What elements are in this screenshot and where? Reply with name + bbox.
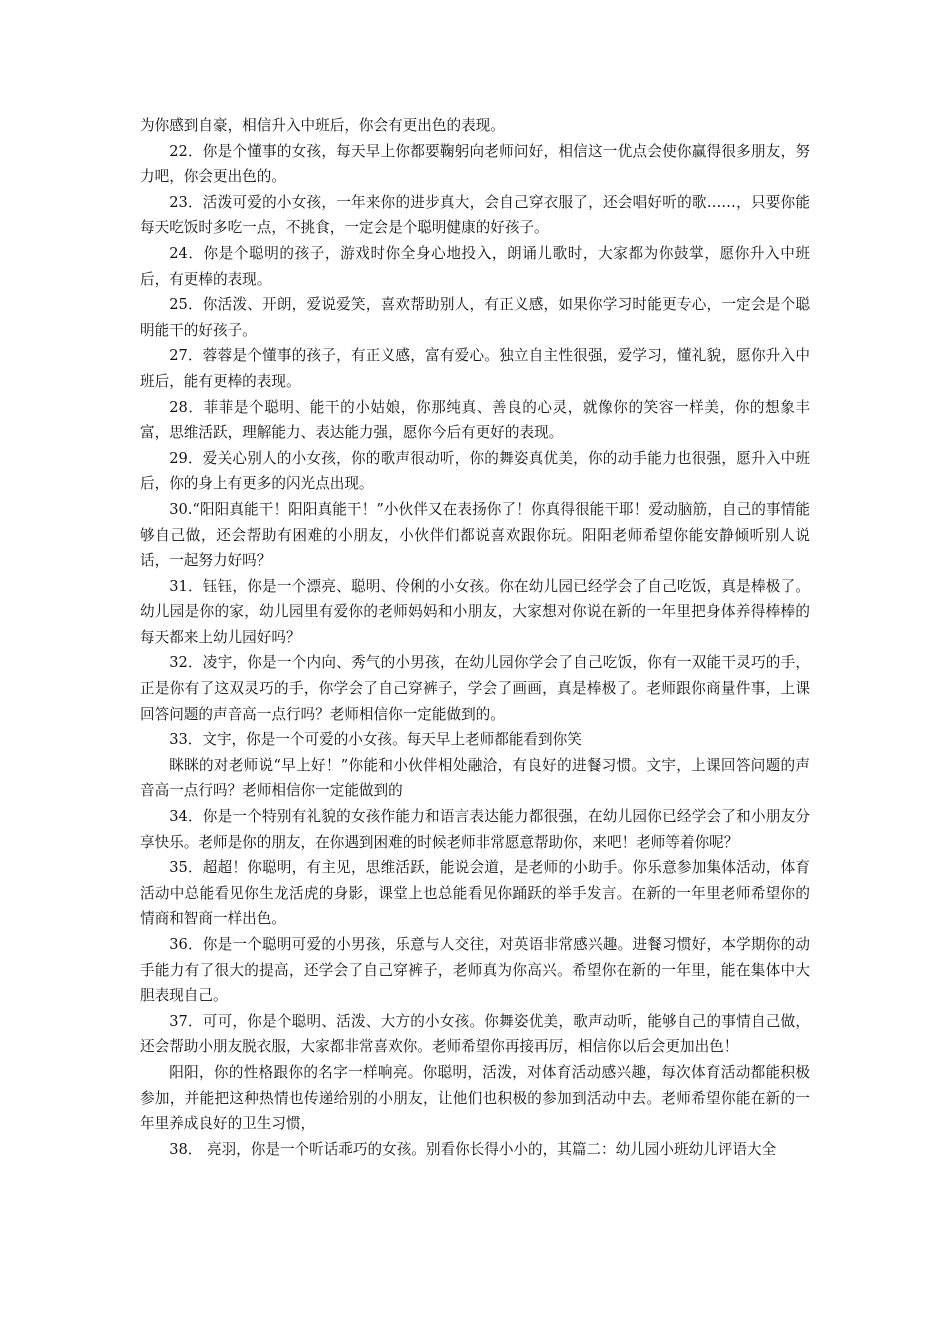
paragraph: 29．爱关心别人的小女孩，你的歌声很动听，你的舞姿真优美，你的动手能力也很强，愿升入中班后，你的身上有更多的闪光点出现。 [140,449,810,493]
paragraph: 30.“阳阳真能干！阳阳真能干！”小伙伴又在表扬你了！你真得很能干耶！爱动脑筋，自己的事情能够自己做，还会帮助有困难的小朋友，小伙伴们都说喜欢跟你玩。阳阳老师希望你能安静倾听别人说话，一起努力好吗？ [140,500,810,570]
paragraph: 31．钰钰，你是一个漂亮、聪明、伶俐的小女孩。你在幼儿园已经学会了自己吃饭，真是棒极了。幼儿园是你的家，幼儿园里有爱你的老师妈妈和小朋友，大家想对你说在新的一年里把身体养得棒棒的每天都来上幼儿园好吗？ [140,577,810,646]
paragraph: 23．活泼可爱的小女孩，一年来你的进步真大，会自己穿衣服了，还会唱好听的歌……，只要你能每天吃饭时多吃一点，不挑食，一定会是个聪明健康的好孩子。 [140,193,810,237]
paragraph: 28．菲菲是个聪明、能干的小姑娘，你那纯真、善良的心灵，就像你的笑容一样美，你的想象丰富，思维活跃，理解能力、表达能力强，愿你今后有更好的表现。 [140,398,810,442]
paragraph: 27．蓉蓉是个懂事的孩子，有正义感，富有爱心。独立自主性很强，爱学习，懂礼貌，愿你升入中班后，能有更棒的表现。 [140,347,810,390]
paragraph: 36．你是一个聪明可爱的小男孩，乐意与人交往，对英语非常感兴趣。进餐习惯好，本学期你的动手能力有了很大的提高，还学会了自己穿裤子，老师真为你高兴。希望你在新的一年里，能在集体中大胆表现自己。 [140,936,810,1005]
paragraph: 33．文宇，你是一个可爱的小女孩。每天早上老师都能看到你笑 [169,731,582,749]
paragraph: 37．可可，你是个聪明、活泼、大方的小女孩。你舞姿优美，歌声动听，能够自己的事情自己做，还会帮助小朋友脱衣服，大家都非常喜欢你。老师希望你再接再厉，相信你以后会更加出色！ [140,1012,810,1056]
paragraph: 阳阳，你的性格跟你的名字一样响亮。你聪明，活泼，对体育活动感兴趣，每次体育活动都能积极参加，并能把这种热情也传递给别的小朋友，让他们也积极的参加到活动中去。老师希望你能在新的一年里养成良好的卫生习惯， [140,1063,810,1133]
paragraph: 24．你是个聪明的孩子，游戏时你全身心地投入，朗诵儿歌时，大家都为你鼓掌，愿你升入中班后，有更棒的表现。 [140,244,810,288]
paragraph: 22．你是个懂事的女孩，每天早上你都要鞠躬向老师问好，相信这一优点会使你赢得很多朋友，努力吧，你会更出色的。 [140,142,810,186]
paragraph: 25．你活泼、开朗，爱说爱笑，喜欢帮助别人，有正义感，如果你学习时能更专心，一定会是个聪明能干的好孩子。 [140,296,810,339]
paragraph: 38． 亮羽，你是一个听话乖巧的女孩。别看你长得小小的，其篇二：幼儿园小班幼儿评语大全 [169,1140,777,1158]
paragraph: 眯眯的对老师说“早上好！”你能和小伙伴相处融洽，有良好的进餐习惯。文宇，上课回答问题的声音高一点行吗？老师相信你一定能做到的 [140,756,810,800]
document-body [140,113,810,1162]
paragraph: 32．凌宇，你是一个内向、秀气的小男孩，在幼儿园你学会了自己吃饭，你有一双能干灵巧的手，正是你有了这双灵巧的手，你学会了自己穿裤子，学会了画画，真是棒极了。老师跟你商量件事，上课回答问题的声音高一点行吗？老师相信你一定能做到的。 [140,654,810,723]
paragraph: 为你感到自豪，相信升入中班后，你会有更出色的表现。 [140,117,505,134]
paragraph: 35．超超！你聪明，有主见，思维活跃，能说会道，是老师的小助手。你乐意参加集体活动，体育活动中总能看见你生龙活虎的身影，课堂上也总能看见你踊跃的举手发言。在新的一年里老师希望你的情商和智商一样出色。 [140,859,810,928]
paragraph: 34．你是一个特别有礼貌的女孩作能力和语言表达能力都很强，在幼儿园你已经学会了和小朋友分享快乐。老师是你的朋友，在你遇到困难的时候老师非常愿意帮助你，来吧！老师等着你呢？ [140,808,810,851]
